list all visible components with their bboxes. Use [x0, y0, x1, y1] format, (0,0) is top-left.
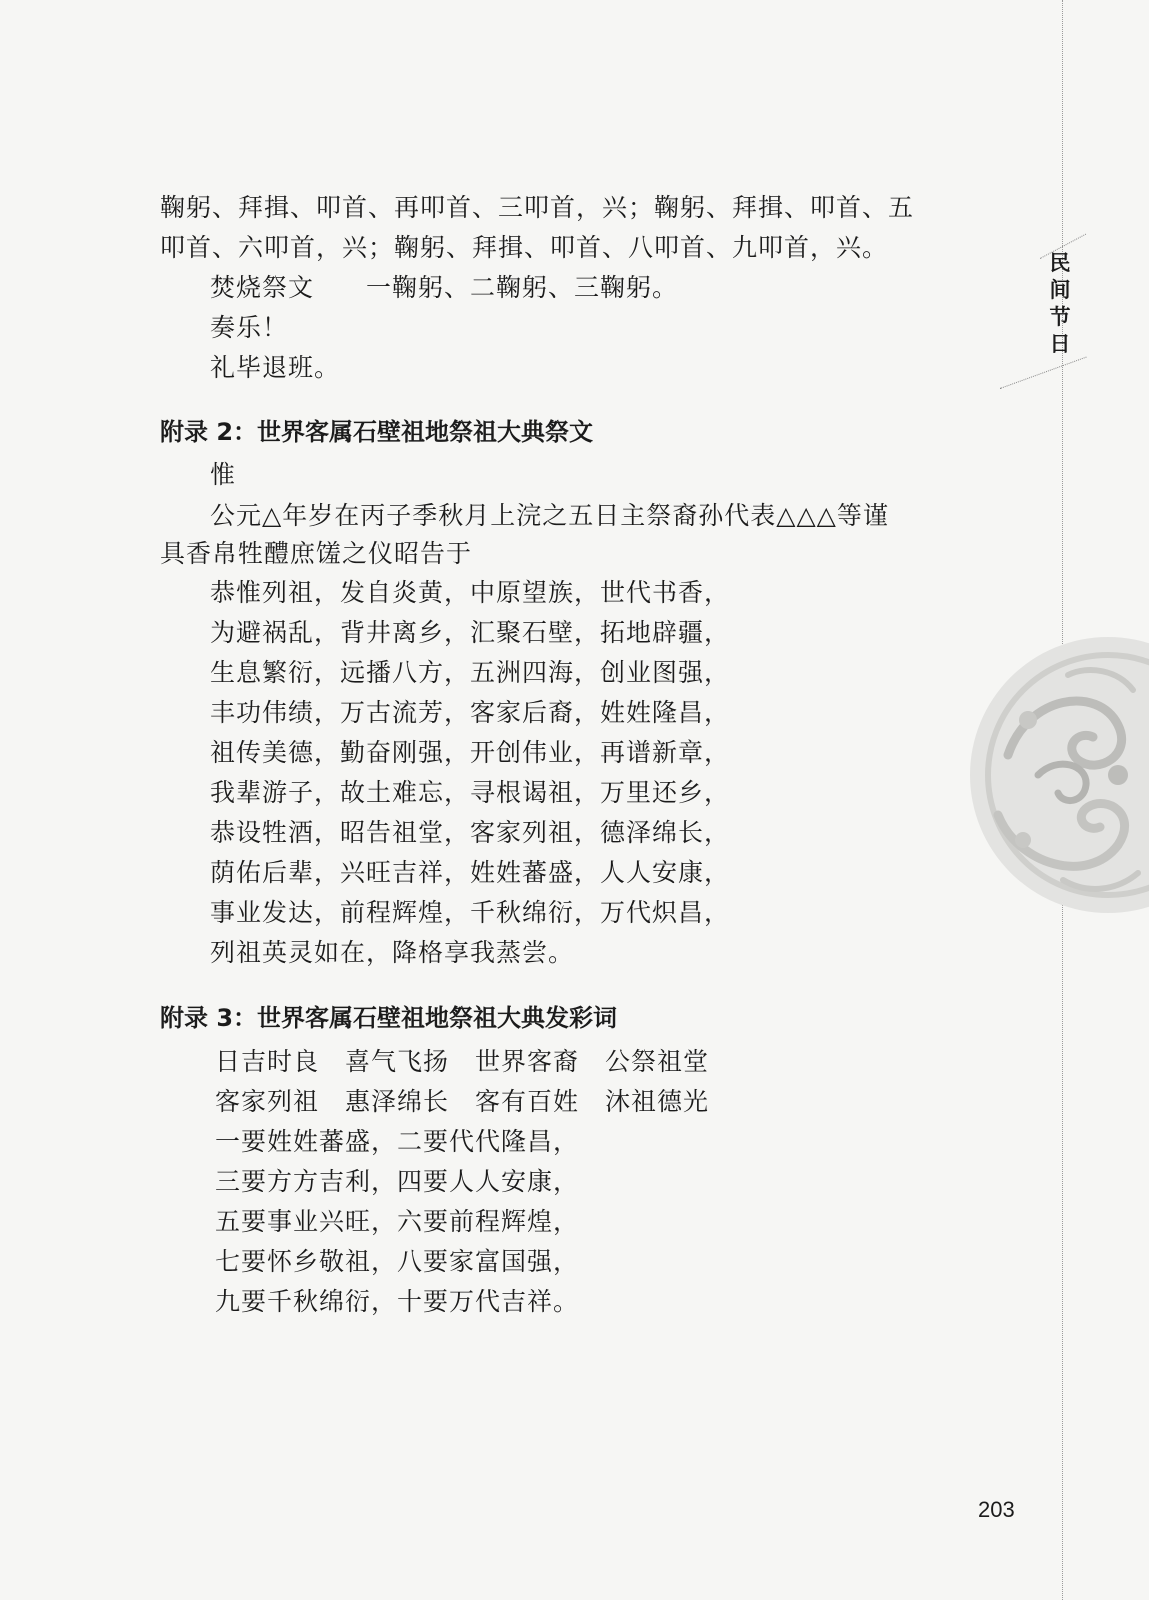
verse-line: 生息繁衍，远播八方，五洲四海，创业图强，	[210, 658, 731, 687]
verse-line: 为避祸乱，背井离乡，汇聚石壁，拓地辟疆，	[210, 618, 731, 647]
verse-line: 恭惟列祖，发自炎黄，中原望族，世代书香，	[210, 578, 731, 607]
side-tab-bottom-rule	[1000, 357, 1087, 389]
verse-line: 九要千秋绵衍，十要万代吉祥。	[215, 1287, 580, 1316]
verse-line: 列祖英灵如在，降格享我蒸尝。	[210, 938, 575, 967]
appendix-3-heading: 附录 3：世界客属石壁祖地祭祖大典发彩词	[160, 1004, 618, 1032]
verse-line: 五要事业兴旺，六要前程辉煌，	[215, 1207, 580, 1236]
body-text-line: 礼毕退班。	[210, 353, 341, 382]
page-number: 203	[978, 1497, 1015, 1522]
verse-line: 日吉时良 喜气飞扬 世界客裔 公祭祖堂	[215, 1047, 710, 1076]
verse-line: 丰功伟绩，万古流芳，客家后裔，姓姓隆昌，	[210, 698, 731, 727]
verse-line: 一要姓姓蕃盛，二要代代隆昌，	[215, 1127, 580, 1156]
body-text-line: 奏乐！	[210, 313, 289, 342]
body-text-line: 具香帛牲醴庶馐之仪昭告于	[160, 539, 473, 568]
cloud-pattern-medallion-icon	[968, 635, 1149, 915]
side-tab-char: 民	[1049, 251, 1071, 275]
verse-line: 三要方方吉利，四要人人安康，	[215, 1167, 580, 1196]
verse-line: 祖传美德，勤奋刚强，开创伟业，再谱新章，	[210, 738, 731, 767]
body-text-line: 焚烧祭文 一鞠躬、二鞠躬、三鞠躬。	[210, 273, 679, 302]
verse-line: 客家列祖 惠泽绵长 客有百姓 沐祖德光	[215, 1087, 710, 1116]
verse-line: 七要怀乡敬祖，八要家富国强，	[215, 1247, 580, 1276]
body-text-line: 公元△年岁在丙子季秋月上浣之五日主祭裔孙代表△△△等谨	[210, 501, 889, 530]
appendix-2-heading: 附录 2：世界客属石壁祖地祭祖大典祭文	[160, 418, 594, 446]
body-text-line: 鞠躬、拜揖、叩首、再叩首、三叩首，兴；鞠躬、拜揖、叩首、五	[160, 193, 915, 222]
side-tab-char: 间	[1049, 278, 1071, 302]
verse-line: 事业发达，前程辉煌，千秋绵衍，万代炽昌，	[210, 898, 731, 927]
side-tab-section-label	[1044, 250, 1076, 358]
verse-line: 我辈游子，故土难忘，寻根谒祖，万里还乡，	[210, 778, 731, 807]
side-tab-char: 日	[1049, 332, 1071, 356]
verse-line: 恭设牲酒，昭告祖堂，客家列祖，德泽绵长，	[210, 818, 731, 847]
verse-line: 荫佑后辈，兴旺吉祥，姓姓蕃盛，人人安康，	[210, 858, 731, 887]
body-text-line: 惟	[210, 460, 237, 489]
side-tab-char: 节	[1049, 305, 1071, 329]
body-text-line: 叩首、六叩首，兴；鞠躬、拜揖、叩首、八叩首、九叩首，兴。	[160, 233, 889, 262]
